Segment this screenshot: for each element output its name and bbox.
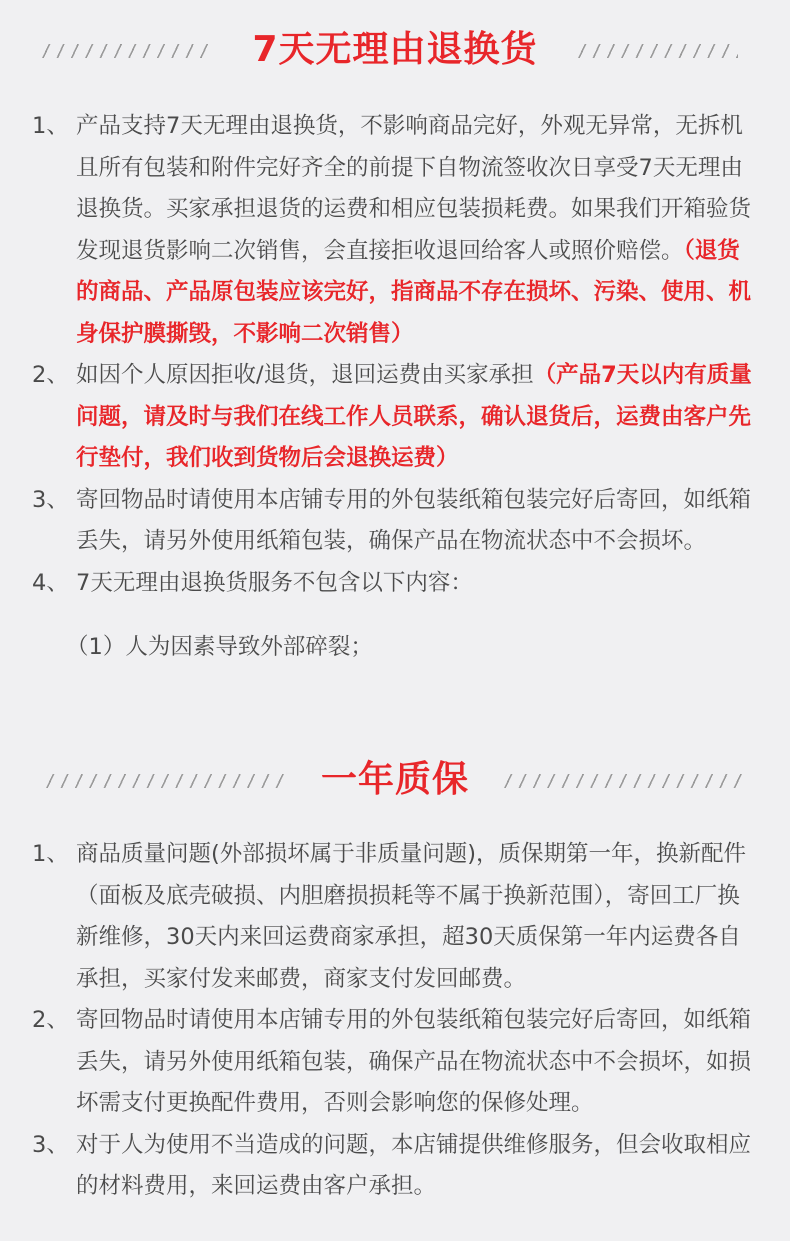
- item-text: 7天无理由退换货服务不包含以下内容：: [76, 569, 473, 596]
- list-item: [32, 834, 752, 1000]
- list-item: [32, 480, 752, 563]
- item-text: 寄回物品时请使用本店铺专用的外包装纸箱包装完好后寄回，如纸箱丢失，请另外使用纸箱包装，确保产品在物流状态中不会损坏。: [76, 486, 752, 554]
- heading-hatch-right: [578, 44, 738, 58]
- item-number: 3、: [32, 486, 69, 513]
- item-number: 2、: [32, 1007, 69, 1033]
- item-highlight: （产品7天以内有质量问题，请及时与我们在线工作人员联系，确认退货后，运费由客户先行垫付，我们收到货物后会退换运费）: [76, 362, 752, 471]
- list-item: [32, 563, 752, 605]
- item-number: 4、: [32, 569, 69, 596]
- item-highlight: （退货的商品、产品原包装应该完好，指商品不存在损坏、污染、使用、机身保护膜撕毁，不影响二次销售）: [76, 237, 752, 347]
- sub-list-item: （1）人为因素导致外部碎裂；: [66, 633, 373, 660]
- list-item: [32, 106, 752, 355]
- item-number: 1、: [32, 113, 69, 139]
- item-text: 寄回物品时请使用本店铺专用的外包装纸箱包装完好后寄回，如纸箱丢失，请另外使用纸箱包装，确保产品在物流状态中不会损坏，如损坏需支付更换配件费用，否则会影响您的保修处理。: [76, 1007, 752, 1116]
- list-item: [32, 1125, 752, 1208]
- return-policy-list: [32, 106, 752, 691]
- warranty-title: 一年质保: [320, 759, 469, 800]
- return-policy-title: 7天无理由退换货: [252, 29, 538, 70]
- warranty-list: [32, 834, 752, 1208]
- list-item: [32, 355, 752, 480]
- item-text: 对于人为使用不当造成的问题，本店铺提供维修服务，但会收取相应的材料费用，来回运费由客户承担。: [76, 1131, 752, 1199]
- warranty-heading-row: [0, 750, 790, 810]
- heading-hatch-right: [504, 774, 744, 788]
- list-item: [32, 1000, 752, 1125]
- return-policy-heading-row: [0, 20, 790, 80]
- item-number: 2、: [32, 362, 69, 388]
- item-text: 如因个人原因拒收/退货，退回运费由买家承担: [76, 362, 534, 388]
- item-number: 1、: [32, 841, 69, 867]
- item-text: 产品支持7天无理由退换货，不影响商品完好，外观无异常，无拆机且所有包装和附件完好齐全的前提下自物流签收次日享受7天无理由退换货。买家承担退货的运费和相应包装损耗费。如果我们开箱验货发现退货影响二次销售，会直接拒收退回给客人或照价赔偿。: [76, 113, 752, 264]
- item-text: 商品质量问题(外部损坏属于非质量问题)，质保期第一年，换新配件（面板及底壳破损、内胆磨损损耗等不属于换新范围），寄回工厂换新维修，30天内来回运费商家承担，超30天质保第一年内运费各自承担，买家付发来邮费，商家支付发回邮费。: [76, 841, 747, 992]
- item-number: 3、: [32, 1131, 69, 1158]
